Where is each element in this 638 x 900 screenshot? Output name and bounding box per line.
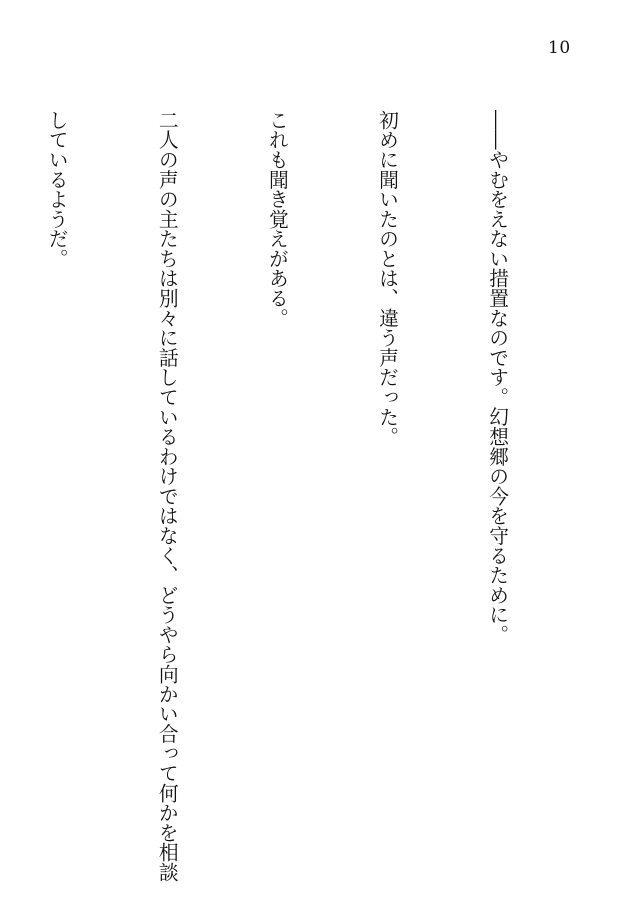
vertical-text-block <box>0 110 588 882</box>
page-number: 10 <box>548 38 571 58</box>
text-line: 二人の声の主たちは別々に話しているわけではなく、どうやら向かい合って何かを相談 <box>155 110 179 882</box>
text-line: しているようだ。 <box>45 110 69 269</box>
text-line: これも聞き覚えがある。 <box>265 110 289 328</box>
text-line: ――やむをえない措置なのです。幻想郷の今を守るために。 <box>485 110 509 645</box>
text-line: 初めに聞いたのとは、違う声だった。 <box>375 110 399 447</box>
